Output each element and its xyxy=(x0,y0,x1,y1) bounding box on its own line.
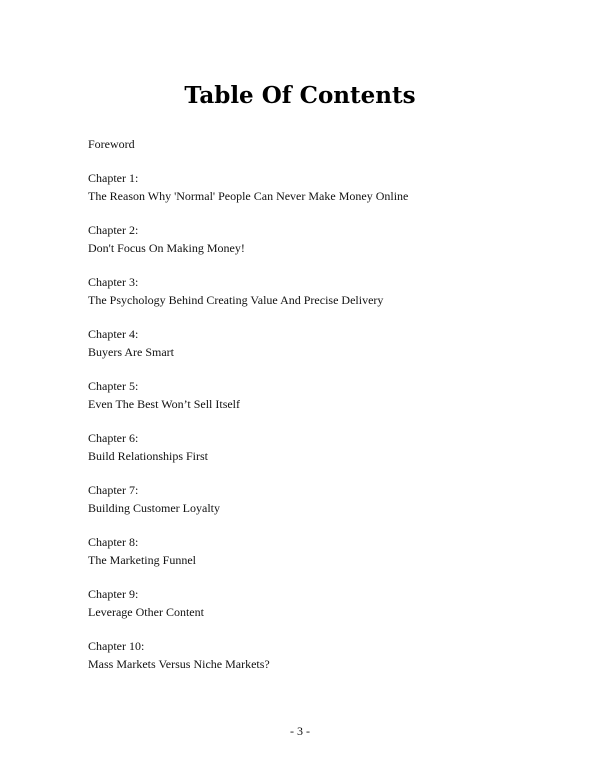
chapter-title: Mass Markets Versus Niche Markets? xyxy=(88,657,270,671)
chapter-label: Chapter 8: xyxy=(88,535,139,549)
chapter-label: Chapter 1: xyxy=(88,171,139,185)
toc-chapter-10 xyxy=(88,637,568,689)
chapter-label: Chapter 9: xyxy=(88,587,139,601)
page-title: Table Of Contents xyxy=(184,82,416,109)
toc-chapter-5 xyxy=(88,377,568,429)
chapter-label: Chapter 5: xyxy=(88,379,139,393)
toc-chapter-3 xyxy=(88,273,568,325)
chapter-label: Chapter 3: xyxy=(88,275,139,289)
chapter-title: Building Customer Loyalty xyxy=(88,501,220,515)
chapter-label: Chapter 6: xyxy=(88,431,139,445)
toc-chapter-6 xyxy=(88,429,568,481)
foreword-label: Foreword xyxy=(88,137,135,151)
chapter-title: Build Relationships First xyxy=(88,449,209,463)
chapter-title: The Marketing Funnel xyxy=(88,553,196,567)
toc-chapter-7 xyxy=(88,481,568,533)
toc-chapter-8 xyxy=(88,533,568,585)
chapter-title: Leverage Other Content xyxy=(88,605,204,619)
page-number: - 3 - xyxy=(290,724,310,738)
chapter-title: Buyers Are Smart xyxy=(88,345,174,359)
chapter-label: Chapter 10: xyxy=(88,639,145,653)
toc-chapter-4 xyxy=(88,325,568,377)
chapter-title: The Psychology Behind Creating Value And Precise Delivery xyxy=(88,293,384,307)
toc-chapter-1 xyxy=(88,169,568,221)
chapter-title: Don't Focus On Making Money! xyxy=(88,241,245,255)
toc-chapter-9 xyxy=(88,585,568,637)
chapter-title: Even The Best Won’t Sell Itself xyxy=(88,397,241,411)
chapter-label: Chapter 7: xyxy=(88,483,139,497)
toc-foreword xyxy=(88,135,568,169)
chapter-label: Chapter 4: xyxy=(88,327,139,341)
table-of-contents xyxy=(88,135,568,689)
chapter-title: The Reason Why 'Normal' People Can Never Make Money Online xyxy=(88,189,409,203)
chapter-label: Chapter 2: xyxy=(88,223,139,237)
toc-chapter-2 xyxy=(88,221,568,273)
